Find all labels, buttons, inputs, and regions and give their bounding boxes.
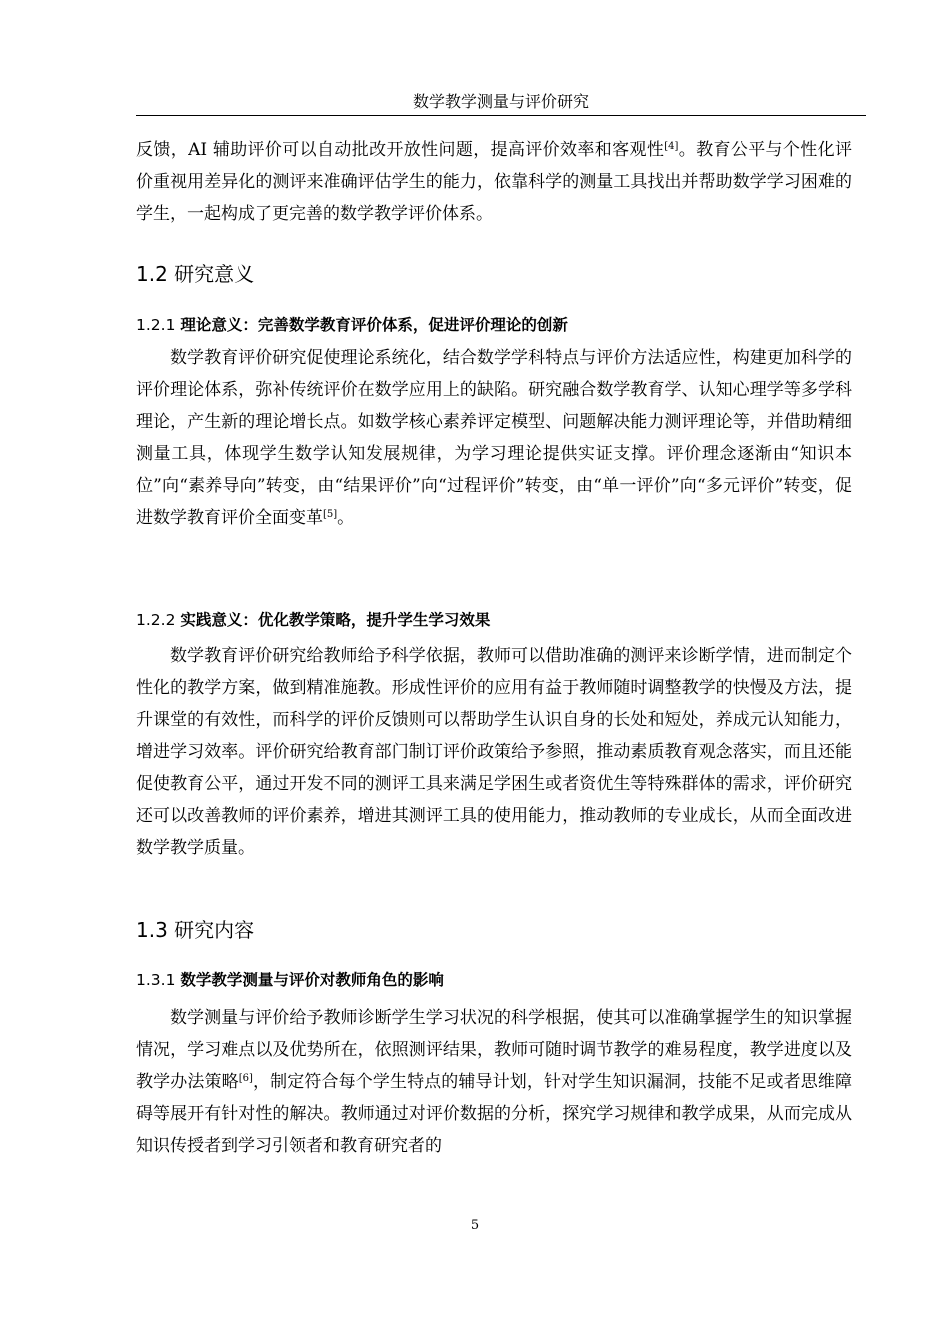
running-header: 数学教学测量与评价研究 <box>412 92 589 111</box>
section-heading-1-2: 1.2 研究意义 <box>136 262 255 286</box>
section-heading-1-3: 1.3 研究内容 <box>136 918 255 942</box>
header-rule <box>136 115 866 116</box>
citation-6[interactable]: [6] <box>238 1073 253 1084</box>
intro-paragraph: 反馈，AI 辅助评价可以自动批改开放性问题，提高评价效率和客观性[4]。教育公平与个性化评价重视用差异化的测评来准确评估学生的能力，依靠科学的测量工具找出并帮助数学学习困难的学生，一起构成了更完善的数学教学评价体系。 <box>136 140 852 224</box>
citation-5[interactable]: [5] <box>323 509 338 520</box>
subsection-heading-1-2-2: 1.2.2 实践意义：优化教学策略，提升学生学习效果 <box>136 611 491 629</box>
paragraph-1-2-2: 数学教育评价研究给教师给予科学依据，教师可以借助准确的测评来诊断学情，进而制定个性化的教学方案，做到精准施教。形成性评价的应用有益于教师随时调整教学的快慢及方法，提升课堂的有效性，而科学的评价反馈则可以帮助学生认识自身的长处和短处，养成元认知能力，增进学习效率。评价研究给教育部门制订评价政策给予参照，推动素质教育观念落实，而且还能促使教育公平，通过开发不同的测评工具来满足学困生或者资优生等特殊群体的需求，评价研究还可以改善教师的评价素养，增进其测评工具的使用能力，推动教师的专业成长，从而全面改进数学教学质量。 <box>136 646 852 858</box>
paragraph-1-2-1: 数学教育评价研究促使理论系统化，结合数学学科特点与评价方法适应性，构建更加科学的评价理论体系，弥补传统评价在数学应用上的缺陷。研究融合数学教育学、认知心理学等多学科理论，产生新的理论增长点。如数学核心素养评定模型、问题解决能力测评理论等，并借助精细测量工具，体现学生数学认知发展规律，为学习理论提供实证支撑。评价理念逐渐由“知识本位”向“素养导向”转变，由“结果评价”向“过程评价”转变，由“单一评价”向“多元评价”转变，促进数学教育评价全面变革[5]。 <box>136 348 852 528</box>
subsection-heading-1-3-1: 1.3.1 数学教学测量与评价对教师角色的影响 <box>136 971 444 989</box>
subsection-heading-1-2-1: 1.2.1 理论意义：完善数学教育评价体系，促进评价理论的创新 <box>136 316 568 334</box>
page-number: 5 <box>470 1218 480 1233</box>
paragraph-1-3-1: 数学测量与评价给予教师诊断学生学习状况的科学根据，使其可以准确掌握学生的知识掌握情况，学习难点以及优势所在，依照测评结果，教师可随时调节教学的难易程度，教学进度以及教学办法策略[6]，制定符合每个学生特点的辅导计划，针对学生知识漏洞，技能不足或者思维障碍等展开有针对性的解决。教师通过对评价数据的分析，探究学习规律和教学成果，从而完成从知识传授者到学习引领者和教育研究者的 <box>136 1008 853 1156</box>
citation-4[interactable]: [4] <box>664 141 679 152</box>
